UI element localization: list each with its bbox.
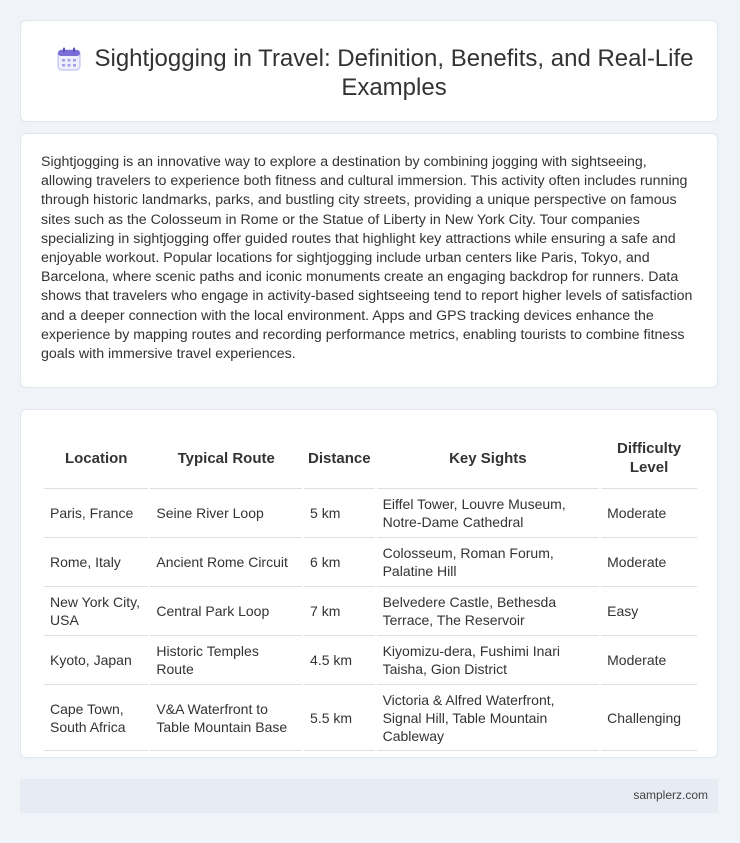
intro-card [20,133,718,388]
table-row [44,685,697,751]
table-row [44,636,697,685]
table-cell: Ancient Rome Circuit [150,538,302,587]
table-cell: V&A Waterfront to Table Mountain Base [150,685,302,751]
table-card [20,409,718,758]
table-cell: 6 km [304,538,375,587]
table-cell: Belvedere Castle, Bethesda Terrace, The Reservoir [377,587,600,636]
table-row [44,538,697,587]
table-cell: Easy [601,587,697,636]
table-row [44,489,697,538]
column-header: Typical Route [150,428,302,489]
table-cell: Seine River Loop [150,489,302,538]
column-header: Location [44,428,148,489]
table-cell: Rome, Italy [44,538,148,587]
table-cell: Colosseum, Roman Forum, Palatine Hill [377,538,600,587]
table-cell: Moderate [601,636,697,685]
table-cell: Paris, France [44,489,148,538]
page-title: Sightjogging in Travel: Definition, Benefits, and Real-Life Examples [94,45,694,101]
table-cell: Challenging [601,685,697,751]
table-cell: Kyoto, Japan [44,636,148,685]
intro-paragraph: Sightjogging is an innovative way to explore a destination by combining jogging with sightseeing, allowing travelers to experience both fitness and cultural immersion. This activity often includes running through historic landmarks, parks, and bustling city streets, providing a unique perspective on famous sites such as the Colosseum in Rome or the Statue of Liberty in New York City. Tour companies specializing in sightjogging offer guided routes that highlight key attractions while ensuring a safe and enjoyable workout. Popular locations for sightjogging include urban centers like Paris, Tokyo, and Barcelona, where scenic paths and iconic monuments create an engaging backdrop for runners. Data shows that travelers who engage in activity-based sightseeing tend to report higher levels of satisfaction and a deeper connection with the local environment. Apps and GPS tracking devices enhance the experience by mapping routes and recording performance metrics, enabling tourists to combine fitness goals with immersive travel experiences. [41,154,693,363]
table-cell: Eiffel Tower, Louvre Museum, Notre-Dame Cathedral [377,489,600,538]
table-cell: Historic Temples Route [150,636,302,685]
table-cell: Central Park Loop [150,587,302,636]
table-cell: 5.5 km [304,685,375,751]
table-cell: 5 km [304,489,375,538]
table-cell: Kiyomizu-dera, Fushimi Inari Taisha, Gion District [377,636,600,685]
calendar-icon [57,47,81,71]
table-cell: 4.5 km [304,636,375,685]
table-cell: Cape Town, South Africa [44,685,148,751]
table-cell: Moderate [601,538,697,587]
column-header: Distance [304,428,375,489]
table-cell: New York City, USA [44,587,148,636]
table-cell: 7 km [304,587,375,636]
table-cell: Victoria & Alfred Waterfront, Signal Hill, Table Mountain Cableway [377,685,600,751]
table-row [44,587,697,636]
column-header: Key Sights [377,428,600,489]
table-header-row [44,428,697,489]
footer [20,779,718,813]
footer-site-label: samplerz.com [633,788,708,802]
table-cell: Moderate [601,489,697,538]
sightjogging-table [42,428,699,751]
column-header: Difficulty Level [601,428,697,489]
title-card [20,20,718,122]
